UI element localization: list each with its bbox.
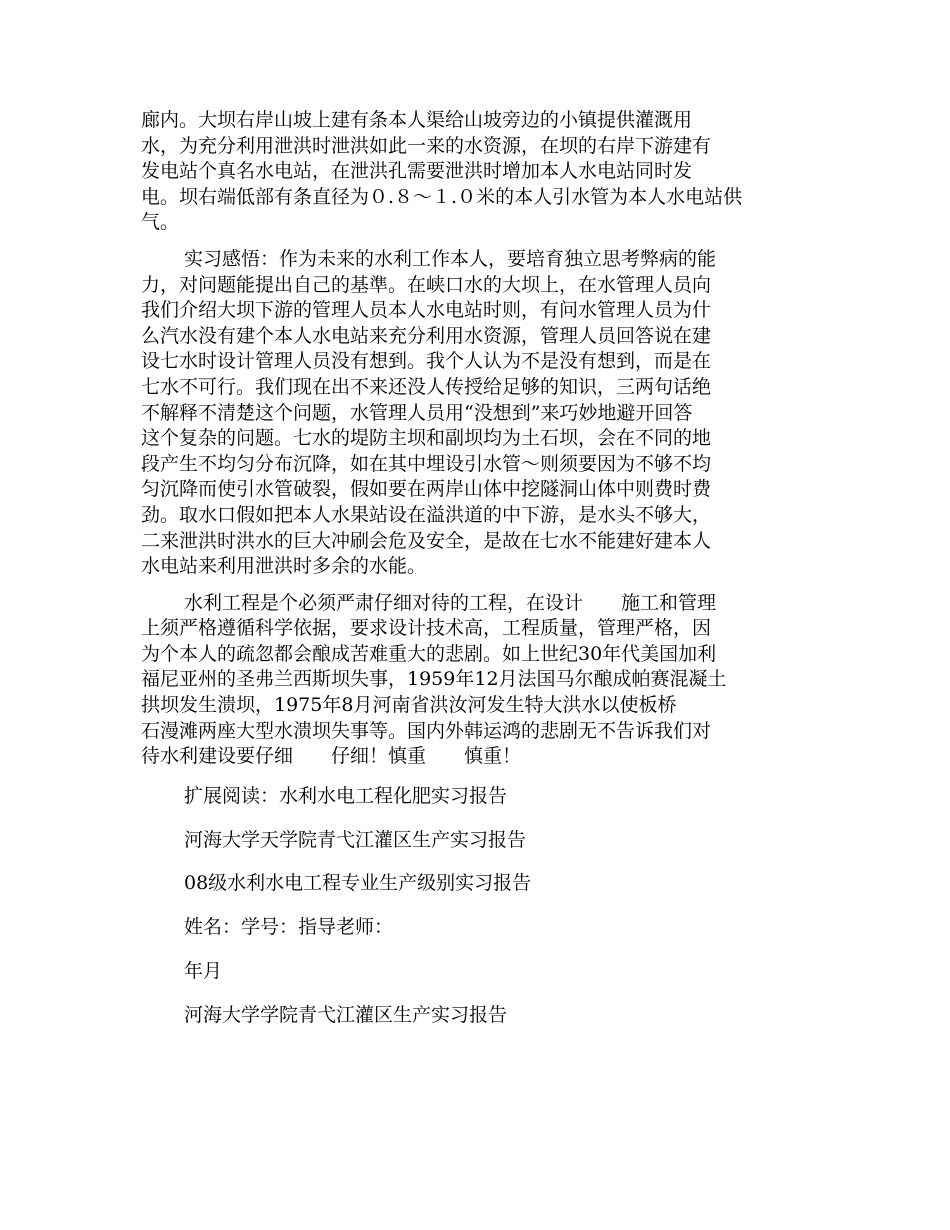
report-title-line-repeat: 河海大学学院青弋江灌区生产实习报告 (184, 1003, 508, 1026)
report-title-line: 河海大学天学院青弋江灌区生产实习报告 (184, 828, 527, 851)
text-line: 发电站个真名水电站，在泄洪孔需要泄洪时增加本人水电站同时发 (141, 160, 693, 183)
text-line: 石漫滩两座大型水溃坝失事等。国内外韩运鸿的悲剧无不告诉我们对 (141, 719, 712, 742)
date-line: 年月 (184, 959, 223, 982)
text-line: 匀沉降而使引水管破裂，假如要在两岸山体中挖隧洞山体中则费时费 (141, 478, 712, 501)
text-line: 我们介绍大坝下游的管理人员本人水电站时则，有问水管理人员为什 (141, 299, 712, 322)
text-line: 七水不可行。我们现在出不来还没人传授给足够的知识，三两句话绝 (141, 375, 712, 398)
text-line: 福尼亚州的圣弗兰西斯坝失事，1959年12月法国马尔酿成帕赛混凝土 (141, 668, 727, 691)
text-line: 段产生不均匀分布沉降，如在其中埋设引水管～则须要因为不够不均 (141, 452, 712, 475)
text-line: 这个复杂的问题。七水的堤防主坝和副坝均为土石坝，会在不同的地 (141, 427, 712, 450)
text-line: 电。坝右端低部有条直径为０.８～１.０米的本人引水管为本人水电站供 (141, 185, 743, 208)
text-line: 力，对问题能提出自己的基準。在峡口水的大坝上，在水管理人员向 (141, 273, 712, 296)
text-line: 廊内。大坝右岸山坡上建有条本人渠给山坡旁边的小镇提供灌溉用 (141, 109, 693, 131)
paragraph-dam-description (141, 108, 821, 236)
text-line: 水，为充分利用泄洪时泄洪如此一来的水资源，在坝的右岸下游建有 (141, 134, 712, 157)
text-line: 待水利建设要仔细 仔细！慎重 慎重！ (141, 745, 522, 768)
text-line: 水电站来利用泄洪时多余的水能。 (141, 555, 427, 578)
text-line: 拱坝发生溃坝，1975年8月河南省洪汝河发生特大洪水以使板桥 (141, 694, 677, 717)
text-line: 实习感悟：作为未来的水利工作本人，要培育独立思考弊病的能 (184, 247, 717, 270)
paragraph-engineering (141, 591, 821, 770)
text-line: 不解释不清楚这个问题，水管理人员用“没想到”来巧妙地避开回答 (141, 401, 693, 424)
paragraph-reflection (141, 247, 821, 580)
text-line: 气。 (141, 211, 180, 234)
text-line: 为个本人的疏忽都会酿成苦难重大的悲剧。如上世纪30年代美国加利 (141, 642, 717, 665)
extended-reading-line: 扩展阅读：水利水电工程化肥实习报告 (184, 784, 508, 807)
text-line: 二来泄洪时洪水的巨大冲刷会危及安全，是故在七水不能建好建本人 (141, 529, 712, 552)
text-line: 上须严格遵循科学依据，要求设计技术高，工程质量，管理严格，因 (141, 617, 712, 640)
student-info-line: 姓名：学号：指导老师： (184, 915, 394, 938)
text-line: 劲。取水口假如把本人水果站设在溢洪道的中下游，是水头不够大， (141, 503, 712, 526)
text-line: 设七水时设计管理人员没有想到。我个人认为不是没有想到，而是在 (141, 350, 712, 373)
report-subtitle-line: 08级水利水电工程专业生产级别实习报告 (184, 871, 532, 894)
text-line: 水利工程是个必须严肃仔细对待的工程，在设计 施工和管理 (184, 591, 717, 614)
document-body (141, 108, 821, 1028)
text-line: 么汽水没有建个本人水电站来充分利用水资源，管理人员回答说在建 (141, 324, 712, 347)
